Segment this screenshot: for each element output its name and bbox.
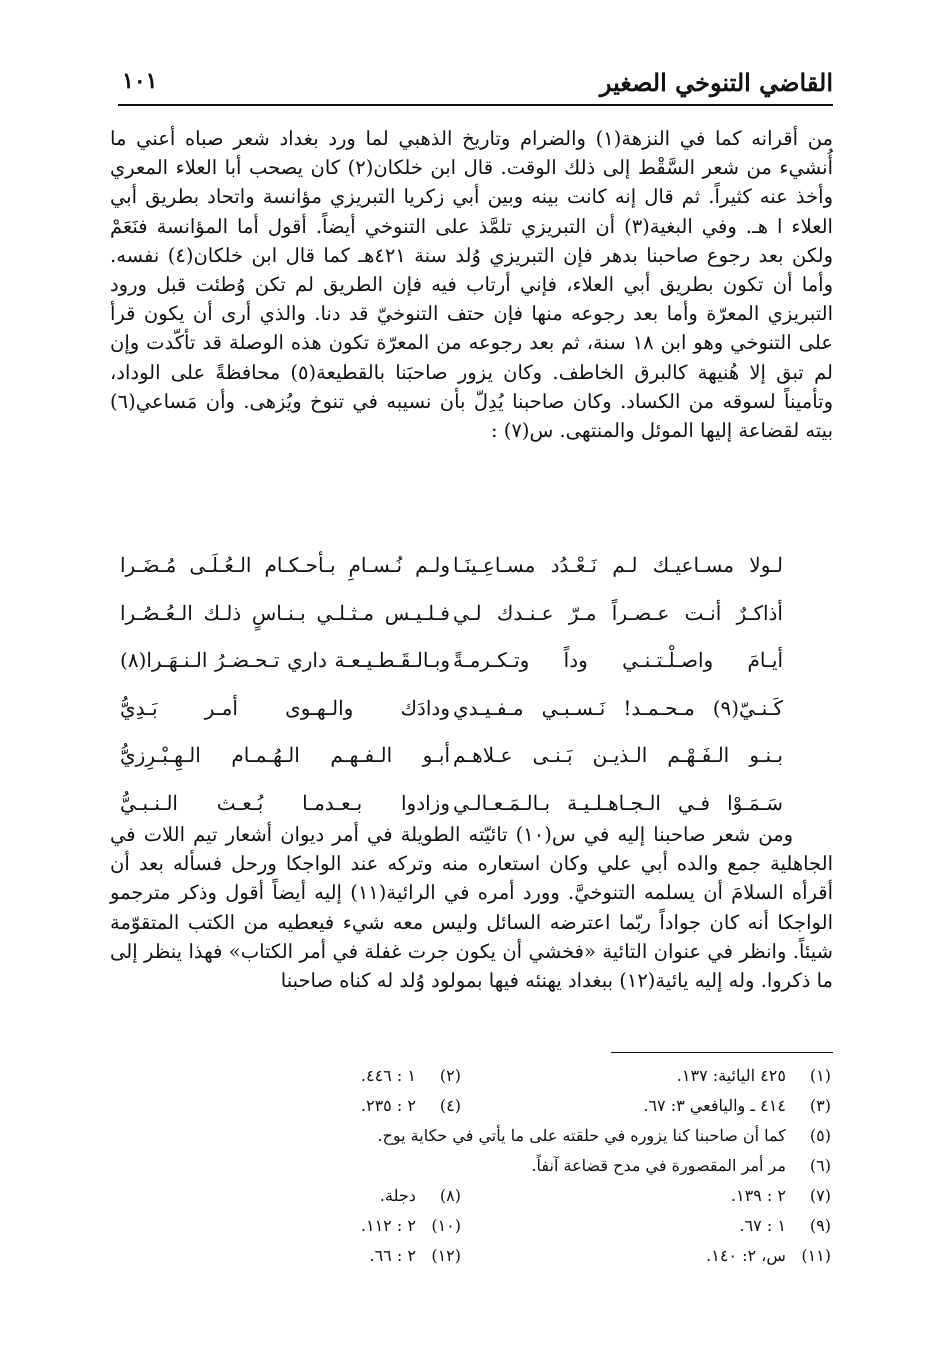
footnote-row [110,1156,831,1186]
footnote-text: ٢ : ١١٢. [360,1216,416,1235]
footnote-text: ٤١٤ ـ واليافعي ٣: ٦٧. [643,1096,786,1115]
footnote-number: (٦) [809,1156,831,1175]
footnote-row [110,1126,831,1156]
footnote-rule [611,1052,833,1053]
footnote-text: س، ٢: ١٤٠. [706,1246,786,1265]
footnote-number: (٩) [809,1216,831,1235]
footnote [361,1216,461,1235]
footnote-number: (٧) [809,1186,831,1205]
main-text [110,124,833,445]
footnote-number: (٢) [439,1066,461,1085]
verse-first-hemistich: أذاكـرٌ أنـت عـصـراً مـرّ عـنـدك لـي [453,600,783,625]
footnote-number: (١٠) [431,1216,461,1235]
verse-second-hemistich: ولـم نُـسـامِ بـأحـكـام الـعُـلَـى مُـضَـرا [120,553,450,577]
header-rule [118,104,833,106]
footnote-text: ٤٢٥ اليائية: ١٣٧. [676,1066,786,1085]
footnote [643,1096,831,1115]
verse-first-hemistich: أيـامَ واصـلْـتـنـي وداً وتـكـرمـةً [453,648,783,672]
footnote-row [110,1066,831,1096]
footnote-text: ٢ : ٦٦. [369,1246,416,1265]
running-title: القاضي التنوخي الصغير [599,68,833,97]
footnote-row [110,1216,831,1246]
footnotes [110,1066,831,1276]
footnote [731,1186,831,1205]
footnote [369,1246,461,1265]
footnote-text: كما أن صاحبنا كنا يزوره في حلقته على ما يأتي في حكاية يوح. [377,1126,786,1145]
verse-first-hemistich: كَـنـيّ(٩) مـحـمـد! نَـسـبـي مـفـيـدي [453,695,783,720]
paragraph: من أقرانه كما في النزهة(١) والضرام وتاريخ الذهبي لما ورد بغداد شعر صباه أعني ما أُنشيء من شعر السَّقْط إلى ذلك الوقت. قال ابن خلكان(٢) كان يصحب أبا العلاء المعري وأخذ عنه كثيراً. ثم قال إنه كانت بينه وبين أبي زكريا التبريزي مؤانسة واتحاد بطريق أبي العلاء ا هـ. وفي البغية(٣) أن التبريزي تلمَّذ على التنوخي أيضاً. أقول أما المؤانسة فنَعَمْ ولكن بعد رجوع صاحبنا بدهر فإن التبريزي وُلد سنة ٤٢١هـ كما قال ابن خلكان(٤) نفسه. وأما أن تكون بطريق أبي العلاء، فإني أرتاب فيه فإن الطريق لم تكن وُطئت قبل ورود التبريزي المعرّة وأما بعد رجوعه منها فإن حتف التنوخيّ قد دنا. والذي أرى أن يكون قرأ على التنوخي وهو ابن ١٨ سنة، ثم بعد رجوعه من المعرّة تكون هذه الوصلة قد تأكّدت وإن لم تبق إلا هُنيهة كالبرق الخاطف. وكان يزور صاحبَنا بالقطيعة(٥) محافظةً على الوداد، وتأميناً لسوقه من الكساد. وكان صاحبنا يُدِلّ بأن نسيبه في تنوخ ويُزهى. وأن مَساعي(٦) بيته لقضاعة إليها الموئل والمنتهى. س(٧) : [110,127,834,443]
footnote [361,1096,461,1115]
verse [120,545,823,593]
verse [120,688,823,736]
footnote-text: ١ : ٤٤٦. [360,1066,416,1085]
main-text-continued [110,820,833,995]
footnote [377,1126,831,1145]
footnote-number: (١٢) [431,1246,461,1265]
verse-second-hemistich: ودادَك والـهـوى أمـر بَـدِيُّ [120,695,450,720]
footnote-text: مر أمر المقصورة في مدح قضاعة آنفاً. [531,1156,786,1175]
paragraph: ومن شعر صاحبنا إليه في س(١٠) تائيّته الطويلة في أمر ديوان أشعار تيم اللات في الجاهلية جمع والده أبي علي وكان استعاره منه وتركه عند الواجكا ورحل فسأله بعد أن أقرأه السلامَ أن يسلمه التنوخيَّ. وورد أمره في الرائية(١١) إليه أيضاً أقول وذكر مترجمو الواجكا أنه كان جواداً ربّما اعترضه السائل وليس معه شيء فيعطيه من الكتب المتقوّمة شيئاً. وانظر في عنوان التائية «فخشي أن يكون جرت غفلة في أمر الكتاب» فهذا ينظر إلى ما ذكروا. وله إليه يائية(١٢) ببغداد يهنئه فيها بمولود وُلد له كناه صاحبنا [110,823,834,993]
footnote [380,1186,461,1205]
verse [120,640,823,688]
footnote-number: (٤) [439,1096,461,1115]
page-number: ١٠١ [122,68,158,94]
footnote [706,1246,831,1265]
footnote-text: ١ : ٦٧. [739,1216,786,1235]
footnote-number: (٣) [809,1096,831,1115]
footnote [531,1156,831,1175]
footnote-text: ٢ : ١٣٩. [730,1186,786,1205]
footnote-number: (٨) [439,1186,461,1205]
verse-second-hemistich: فـلـيـس مـثـلـي بـنـاسٍ ذلـك الـعُـصُـرا [120,600,450,625]
footnote-row [110,1246,831,1276]
verse [120,735,823,783]
footnote-text: دجلة. [379,1186,416,1205]
running-header [110,58,833,98]
poem [120,545,823,830]
verse-first-hemistich: بـنـو الـفَـهْـم الـذيـن بَـنـى عـلاهـم [453,743,783,767]
footnote-row [110,1096,831,1126]
footnote-text: ٢ : ٢٣٥. [360,1096,416,1115]
verse-first-hemistich: لـولا مسـاعيـك لـم نَـعْـدُد مسـاعِـينَـا [453,553,783,577]
verse-second-hemistich: وزادوا بـعـدمـا بُـعـث الـنـبـيُّ [120,790,450,815]
verse-second-hemistich: أبـو الـفـهـم الـهُـمـام الـهِـبْـرِزيُّ [120,743,450,767]
footnote-number: (٥) [809,1126,831,1145]
footnote [677,1066,831,1085]
footnote-number: (١) [809,1066,831,1085]
footnote [739,1216,831,1235]
footnote-row [110,1186,831,1216]
verse-first-hemistich: سَـمَـوْا فـي الـجـاهـلـيـة بـالـمَـعـالـي [453,790,783,815]
footnote-number: (١١) [801,1246,831,1265]
verse-second-hemistich: وبـالـقَـطـيـعـة داري تـحـضـرُ الـنـهَـرا(٨) [120,648,450,672]
verse [120,593,823,641]
footnote [361,1066,461,1085]
